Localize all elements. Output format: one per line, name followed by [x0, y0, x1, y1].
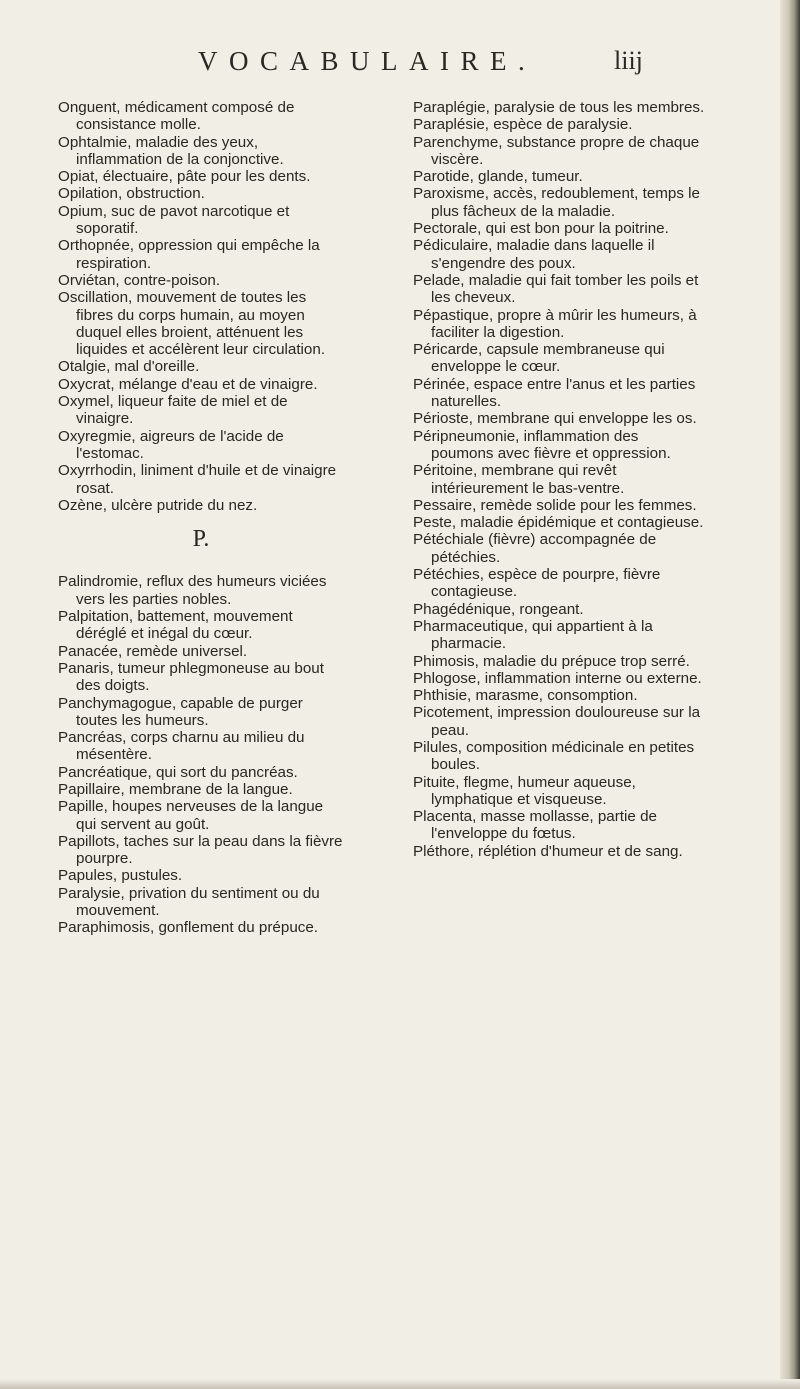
glossary-entry: Périnée, espace entre l'anus et les parties naturelles. — [413, 375, 696, 411]
glossary-entry: Pessaire, remède solide pour les femmes. — [413, 496, 697, 514]
glossary-entry: Parenchyme, substance propre de chaque viscère. — [413, 133, 700, 168]
glossary-entry: Placenta, masse mollasse, partie de l'enveloppe du fœtus. — [413, 808, 657, 843]
glossary-entry: Palpitation, battement, mouvement déréglé et inégal du cœur. — [58, 608, 293, 643]
page-bottom-shadow — [0, 1379, 800, 1389]
glossary-entry: Papille, houpes nerveuses de la langue qui servent au goût. — [58, 798, 324, 833]
glossary-entry: Paralysie, privation du sentiment ou du mouvement. — [58, 884, 320, 920]
glossary-entry: Pétéchies, espèce de pourpre, fièvre contagieuse. — [413, 566, 661, 601]
glossary-entry: Paraplésie, espèce de paralysie. — [413, 116, 633, 134]
glossary-entry: Panacée, remède universel. — [58, 642, 248, 660]
section-letter: P. — [192, 526, 210, 553]
glossary-entry: Orthopnée, oppression qui empêche la respiration. — [58, 237, 320, 272]
glossary-entry: Paroxisme, accès, redoublement, temps le plus fâcheux de la maladie. — [413, 185, 701, 220]
glossary-entry: Oxyrrhodin, liniment d'huile et de vinaigre rosat. — [58, 462, 337, 497]
glossary-entry: Oxycrat, mélange d'eau et de vinaigre. — [58, 375, 318, 393]
glossary-entry: Péritoine, membrane qui revêt intérieurement le bas-ventre. — [413, 462, 625, 497]
glossary-entry: Pléthore, réplétion d'humeur et de sang. — [413, 842, 683, 860]
glossary-entry: Otalgie, mal d'oreille. — [58, 358, 200, 376]
glossary-entry: Pancréas, corps charnu au milieu du mésentère. — [58, 729, 305, 764]
glossary-entry: Pédiculaire, maladie dans laquelle il s'engendre des poux. — [413, 237, 655, 272]
glossary-entry: Picotement, impression douloureuse sur la peau. — [413, 704, 701, 739]
glossary-entry: Pharmaceutique, qui appartient à la pharmacie. — [413, 617, 653, 653]
glossary-entry: Phthisie, marasme, consomption. — [413, 687, 638, 705]
glossary-entry: Onguent, médicament composé de consistance molle. — [58, 99, 295, 134]
glossary-entry: Papillots, taches sur la peau dans la fièvre pourpre. — [58, 832, 343, 868]
glossary-entry: Pépastique, propre à mûrir les humeurs, à faciliter la digestion. — [413, 306, 697, 341]
glossary-entry: Panaris, tumeur phlegmoneuse au bout des doigts. — [58, 659, 324, 695]
glossary-entry: Peste, maladie épidémique et contagieuse. — [413, 514, 704, 532]
glossary-entry: Phimosis, maladie du prépuce trop serré. — [413, 652, 690, 670]
entries-p-section — [58, 573, 344, 936]
glossary-entry: Opium, suc de pavot narcotique et soporatif. — [58, 202, 290, 238]
glossary-entry: Opilation, obstruction. — [58, 185, 205, 203]
glossary-entry: Papillaire, membrane de la langue. — [58, 780, 293, 798]
glossary-entry: Paraplégie, paralysie de tous les membres. — [413, 99, 705, 116]
glossary-entry: Phlogose, inflammation interne ou externe. — [413, 669, 702, 687]
glossary-entry: Papules, pustules. — [58, 867, 183, 885]
glossary-entry: Oxyregmie, aigreurs de l'acide de l'estomac. — [58, 427, 284, 462]
glossary-entry: Pituite, flegme, humeur aqueuse, lymphatique et visqueuse. — [413, 773, 636, 808]
glossary-entry: Opiat, électuaire, pâte pour les dents. — [58, 168, 311, 186]
glossary-entry: Pelade, maladie qui fait tomber les poils et les cheveux. — [413, 271, 699, 307]
right-column — [413, 99, 705, 860]
entries-o-section — [58, 99, 344, 514]
glossary-entry: Ophtalmie, maladie des yeux, inflammation de la conjonctive. — [58, 133, 284, 168]
running-title: VOCABULAIRE. — [198, 46, 537, 76]
glossary-entry: Palindromie, reflux des humeurs viciées vers les parties nobles. — [58, 573, 327, 608]
glossary-entry: Périoste, membrane qui enveloppe les os. — [413, 410, 697, 428]
glossary-entry: Péricarde, capsule membraneuse qui enveloppe le cœur. — [413, 341, 665, 376]
glossary-entry: Oxymel, liqueur faite de miel et de vinaigre. — [58, 393, 288, 428]
glossary-entry: Paraphimosis, gonflement du prépuce. — [58, 919, 319, 937]
glossary-entry: Pancréatique, qui sort du pancréas. — [58, 763, 298, 781]
glossary-entry: Parotide, glande, tumeur. — [413, 168, 583, 186]
glossary-entry: Phagédénique, rongeant. — [413, 600, 584, 618]
page-number: liij — [614, 46, 643, 75]
glossary-entry: Ozène, ulcère putride du nez. — [58, 496, 258, 514]
left-column — [58, 99, 344, 937]
glossary-entry: Pétéchiale (fièvre) accompagnée de pétéchies. — [413, 531, 657, 566]
glossary-entry: Orviétan, contre-poison. — [58, 271, 221, 289]
glossary-entry: Oscillation, mouvement de toutes les fibres du corps humain, au moyen duquel elles broient, atténuent les liquides et accélèrent leur circulation. — [58, 289, 326, 359]
page-header — [0, 46, 800, 86]
book-binding-edge — [780, 0, 800, 1389]
glossary-entry: Panchymagogue, capable de purger toutes les humeurs. — [58, 694, 303, 729]
glossary-entry: Pectorale, qui est bon pour la poitrine. — [413, 220, 669, 238]
glossary-entry: Pilules, composition médicinale en petites boules. — [413, 738, 695, 774]
glossary-entry: Péripneumonie, inflammation des poumons avec fièvre et oppression. — [413, 427, 671, 462]
